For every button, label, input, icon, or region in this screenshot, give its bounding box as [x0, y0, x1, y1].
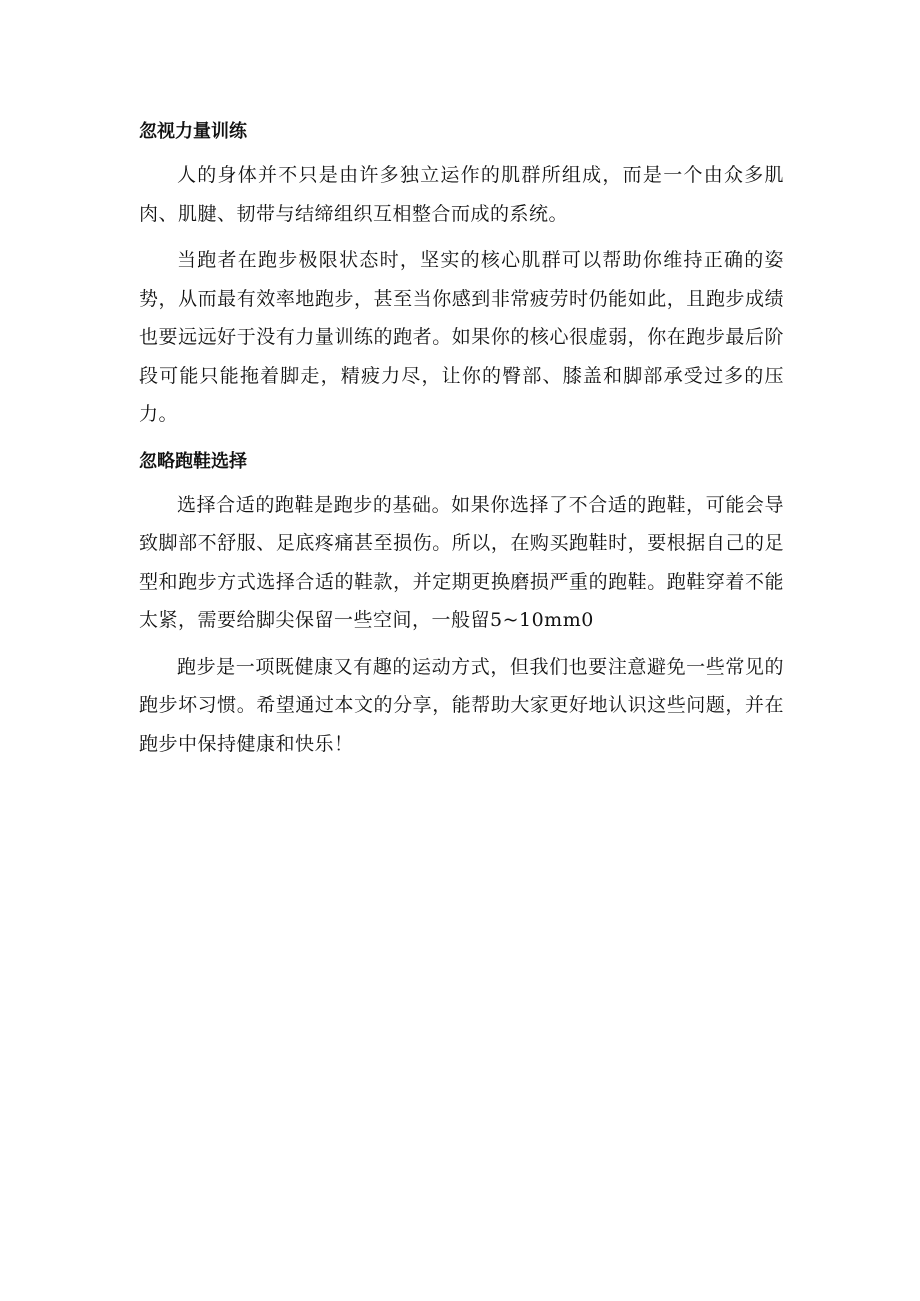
document-page — [139, 112, 784, 771]
paragraph-body-system: 人的身体并不只是由许多独立运作的肌群所组成，而是一个由众多肌肉、肌腱、韧带与结缔组织互相整合而成的系统。 — [139, 164, 784, 225]
section-heading-strength-training: 忽视力量训练 — [139, 121, 247, 142]
section-heading-running-shoes: 忽略跑鞋选择 — [139, 450, 247, 472]
paragraph-core-muscles: 当跑者在跑步极限状态时，坚实的核心肌群可以帮助你维持正确的姿势，从而最有效率地跑步，甚至当你感到非常疲劳时仍能如此，且跑步成绩也要远远好于没有力量训练的跑者。如果你的核心很虚弱，你在跑步最后阶段可能只能拖着脚走，精疲力尽，让你的臀部、膝盖和脚部承受过多的压力。 — [139, 249, 784, 425]
paragraph-conclusion: 跑步是一项既健康又有趣的运动方式，但我们也要注意避免一些常见的跑步坏习惯。希望通过本文的分享，能帮助大家更好地认识这些问题，并在跑步中保持健康和快乐！ — [139, 655, 784, 755]
paragraph-shoe-choice: 选择合适的跑鞋是跑步的基础。如果你选择了不合适的跑鞋，可能会导致脚部不舒服、足底疼痛甚至损伤。所以，在购买跑鞋时，要根据自己的足型和跑步方式选择合适的鞋款，并定期更换磨损严重的跑鞋。跑鞋穿着不能太紧，需要给脚尖保留一些空间，一般留5~10mm0 — [139, 493, 784, 631]
